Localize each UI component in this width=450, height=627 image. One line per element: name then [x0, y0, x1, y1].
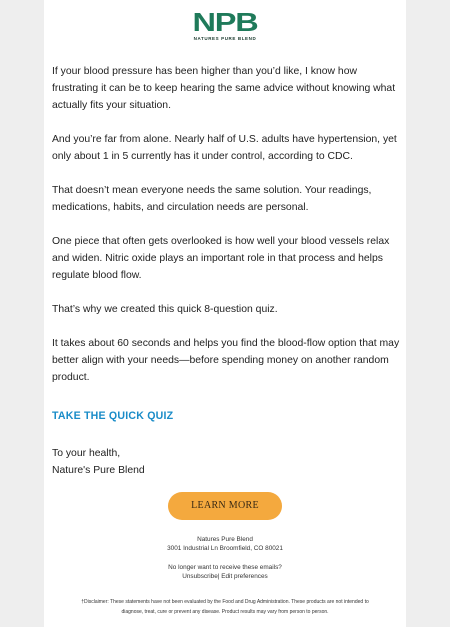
disclaimer	[44, 597, 406, 617]
take-quiz-link[interactable]: TAKE THE QUICK QUIZ	[52, 410, 174, 422]
footer	[44, 535, 406, 581]
footer-links	[44, 572, 406, 581]
paragraph: That doesn’t mean everyone needs the same solution. Your readings, medications, habits, and circulation needs are personal.	[52, 185, 372, 213]
paragraph: If your blood pressure has been higher than you’d like, I know how frustrating it can be to keep hearing the same advice without knowing what actually fits your situation.	[52, 66, 396, 111]
edit-preferences-link[interactable]: Edit preferences	[221, 573, 268, 580]
signoff-sender: Nature's Pure Blend	[52, 465, 145, 476]
unsubscribe-prompt: No longer want to receive these emails?	[168, 564, 282, 571]
paragraph: It takes about 60 seconds and helps you find the blood-flow option that may better align with your needs—before spending money on another random product.	[52, 338, 400, 383]
footer-link-separator: |	[217, 573, 222, 580]
learn-more-button[interactable]: LEARN MORE	[168, 492, 282, 520]
disclaimer-line: diagnose, treat, cure or prevent any disease. Product results may vary from person to person.	[121, 609, 329, 615]
footer-company: Natures Pure Blend	[197, 536, 253, 543]
signoff-greeting: To your health,	[52, 448, 121, 459]
unsubscribe-link[interactable]: Unsubscribe	[182, 573, 218, 580]
signoff	[52, 445, 145, 479]
paragraph: One piece that often gets overlooked is how well your blood vessels relax and widen. Nitric oxide plays an important role in that process and helps regulate blood flow.	[52, 236, 390, 281]
paragraph: That’s why we created this quick 8-question quiz.	[52, 304, 278, 315]
logo-subtitle: NATURES PURE BLEND	[193, 36, 257, 41]
brand-logo[interactable]	[44, 7, 406, 41]
footer-address: 3001 Industrial Ln Broomfield, CO 80021	[167, 545, 283, 552]
disclaimer-line: †Disclaimer: These statements have not been evaluated by the Food and Drug Administration. These products are not intended to	[81, 599, 369, 605]
message-body	[52, 63, 402, 403]
email-body	[44, 0, 406, 627]
logo-mark: NPB	[192, 7, 258, 37]
paragraph: And you’re far from alone. Nearly half of U.S. adults have hypertension, yet only about 1 in 5 currently has it under control, according to CDC.	[52, 134, 397, 162]
